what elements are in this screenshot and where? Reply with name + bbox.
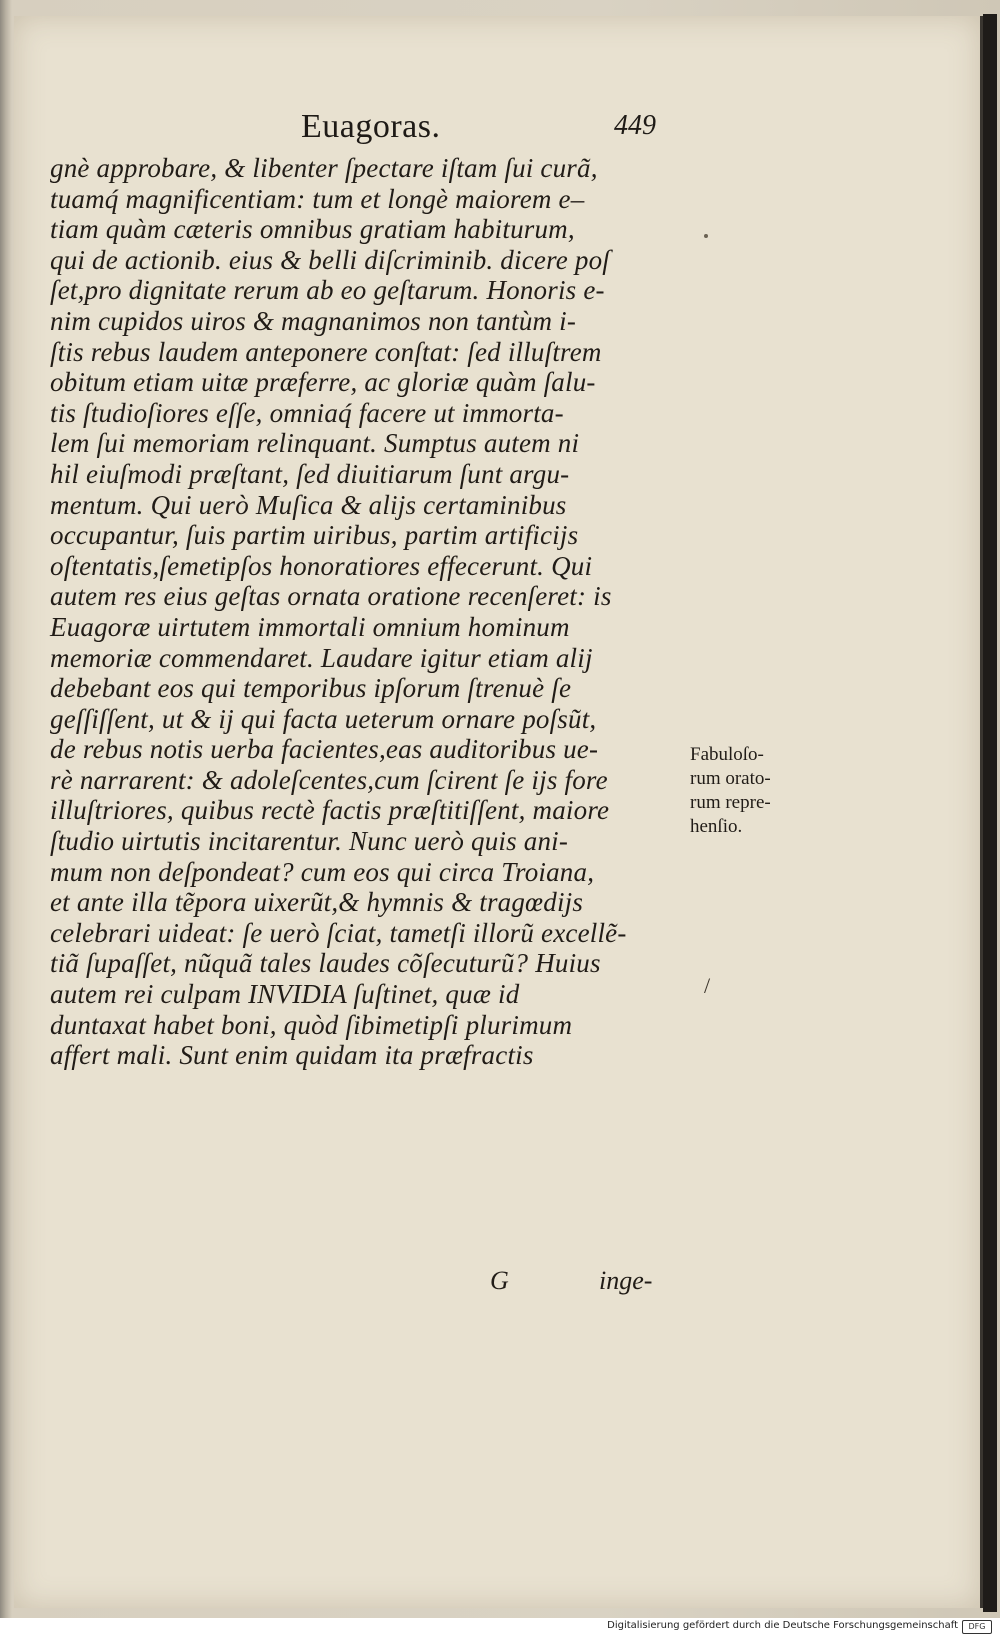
text-line: mum non deſpondeat? cum eos qui circa Troiana, — [50, 856, 595, 887]
text-line: tiam quàm cæteris omnibus gratiam habiturum, — [50, 214, 575, 245]
text-line: hil eiuſmodi præſtant, ſed diuitiarum ſunt argu- — [50, 458, 570, 489]
dfg-logo-icon: DFG — [962, 1620, 992, 1634]
marginal-note-line: rum orato- — [690, 768, 771, 789]
text-line: gnè approbare, & libenter ſpectare iſtam ſui curã, — [50, 153, 598, 183]
running-head: Euagoras. — [301, 108, 441, 145]
catchword: inge- — [599, 1266, 653, 1295]
signature-mark: G — [490, 1266, 509, 1295]
text-line: mentum. Qui uerò Muſica & alijs certaminibus — [50, 489, 567, 520]
text-line: duntaxat habet boni, quòd ſibimetipſi plurimum — [50, 1009, 573, 1040]
text-line: illuſtriores, quibus rectè factis præſtitiſſent, maiore — [50, 795, 610, 826]
book-page — [14, 16, 983, 1608]
text-line: rè narrarent: & adoleſcentes,cum ſcirent ſe ijs fore — [50, 764, 608, 795]
text-line: autem res eius geſtas ornata oratione recenſeret: is — [50, 581, 612, 612]
page-number: 449 — [614, 110, 656, 141]
text-line: ſtis rebus laudem anteponere conſtat: ſed illuſtrem — [50, 336, 602, 367]
text-line: et ante illa tẽpora uixerũt,& hymnis & tragœdijs — [50, 887, 584, 918]
text-line: de rebus notis uerba facientes,eas auditoribus ue- — [50, 734, 599, 765]
text-line: ſet,pro dignitate rerum ab eo geſtarum. Honoris e- — [50, 275, 605, 306]
text-line: tuamq́ magnificentiam: tum et longè maiorem e– — [50, 183, 585, 214]
marginal-note-line: rum repre- — [690, 792, 771, 813]
text-line: autem rei culpam INVIDIA ſuſtinet, quæ id — [50, 979, 520, 1010]
text-line: memoriæ commendaret. Laudare igitur etiam alij — [50, 642, 593, 673]
marginal-note — [690, 743, 790, 839]
funding-credit: Digitalisierung gefördert durch die Deutsche Forschungsgemeinschaft — [607, 1620, 958, 1631]
text-line: tis ſtudioſiores eſſe, omniaq́ facere ut immorta- — [50, 397, 564, 428]
text-line: Euagoræ uirtutem immortali omnium hominum — [50, 611, 570, 642]
margin-ink-dot — [704, 234, 708, 238]
marginal-note-line: Fabuloſo- — [690, 744, 764, 765]
text-line: geſſiſſent, ut & ij qui facta ueterum ornare poſsũt, — [50, 703, 597, 734]
digitization-footer — [0, 1618, 1000, 1636]
page-catchwords — [14, 1266, 980, 1302]
page-header — [14, 108, 980, 148]
margin-pen-mark: / — [704, 973, 711, 998]
text-line: oſtentatis,ſemetipſos honoratiores effecerunt. Qui — [50, 550, 593, 581]
body-text — [50, 153, 710, 1071]
text-line: affert mali. Sunt enim quidam ita præfractis — [50, 1040, 534, 1071]
text-line: occupantur, ſuis partim uiribus, partim artificijs — [50, 520, 579, 551]
book-fore-edge-shadow — [983, 14, 997, 1612]
text-line: ſtudio uirtutis incitarentur. Nunc uerò quis ani- — [50, 826, 569, 857]
text-line: tiã ſupaſſet, nũquã tales laudes cõſecuturũ? Huius — [50, 948, 601, 979]
text-line: celebrari uideat: ſe uerò ſciat, tametſi illorũ excellẽ- — [50, 917, 627, 948]
text-line: nim cupidos uiros & magnanimos non tantùm i- — [50, 305, 577, 336]
marginal-note-line: henſio. — [690, 816, 743, 837]
text-line: obitum etiam uitæ præferre, ac gloriæ quàm ſalu- — [50, 367, 596, 398]
text-line: debebant eos qui temporibus ipſorum ſtrenuè ſe — [50, 673, 572, 704]
text-line: lem ſui memoriam relinquant. Sumptus autem ni — [50, 428, 580, 459]
text-line: qui de actionib. eius & belli diſcriminib. dicere poſ — [50, 244, 611, 275]
